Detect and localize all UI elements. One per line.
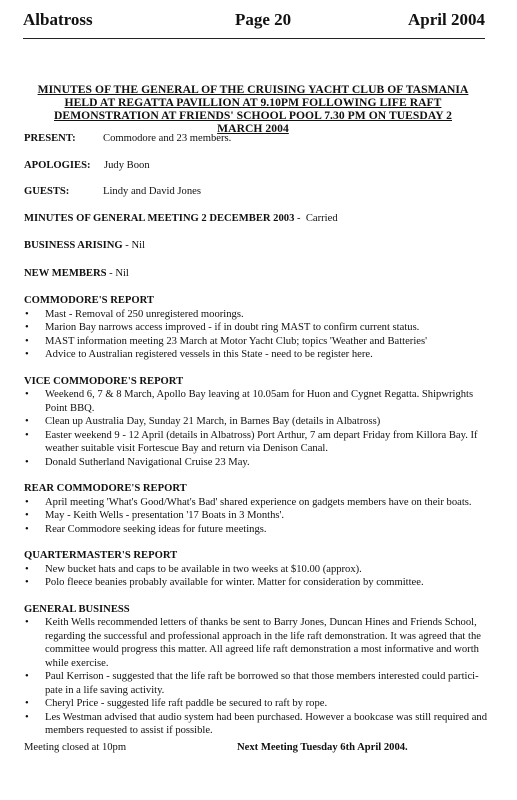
business-arising-label: BUSINESS ARISING <box>24 240 123 251</box>
list-item: • Donald Sutherland Navigational Cruise 23 May. <box>24 456 494 470</box>
quartermaster-report-heading: QUARTERMASTER'S REPORT <box>24 550 178 561</box>
page-number: Page 20 <box>235 10 292 29</box>
present-row <box>24 132 494 146</box>
meeting-closed: Meeting closed at 10pm <box>24 742 127 753</box>
business-arising <box>24 239 494 253</box>
previous-minutes-status: - Carried <box>294 212 338 224</box>
new-members-label: NEW MEMBERS <box>24 267 107 279</box>
vice-commodore-report-heading: VICE COMMODORE'S REPORT <box>24 375 184 387</box>
general-business <box>24 603 494 738</box>
list-item: • Rear Commodore seeking ideas for future meetings. <box>24 523 494 537</box>
list-item: • Weekend 6, 7 & 8 March, Apollo Bay leaving at 10.05am for Huon and Cygnet Regatta. Shipwrights Point BBQ. <box>24 388 494 415</box>
rear-commodore-report-heading: REAR COMMODORE'S REPORT <box>24 483 187 494</box>
guests-label: GUESTS: <box>24 186 70 197</box>
minutes-title: MINUTES OF THE GENERAL OF THE CRUISING YACHT CLUB OF TASMANIA HELD AT REGATTA PAVILLION AT 9.10PM FOLLOWING LIFE RAFT DEMONSTRATION AT FRIENDS' SCHOOL POOL 7.30 PM ON TUESDAY 2 MARCH 2004 <box>37 83 469 135</box>
rear-commodore-report <box>24 482 494 536</box>
quartermaster-report <box>24 549 494 590</box>
issue-date: April 2004 <box>408 10 485 29</box>
minutes-body <box>24 132 494 751</box>
general-business-heading: GENERAL BUSINESS <box>24 603 130 615</box>
list-item: • Advice to Australian registered vessels in this State - need to be register here. <box>24 348 494 362</box>
page-header <box>23 10 485 32</box>
list-item: • MAST information meeting 23 March at Motor Yacht Club; topics 'Weather and Batteries' <box>24 335 494 349</box>
present-label: PRESENT: <box>24 133 76 144</box>
list-item: • Polo fleece beanies probably available for winter. Matter for consideration by committee. <box>24 576 494 590</box>
list-item: • Keith Wells recommended letters of thanks be sent to Barry Jones, Duncan Hines and Friends School, regarding the successful and professional approach in the life raft demonstration. It was agreed that the committee would progress this matter. All agreed life raft demonstration a most informative and worth while exercise. <box>24 616 494 670</box>
guests-row <box>24 185 494 199</box>
list-item: • Marion Bay narrows access improved - if in doubt ring MAST to confirm current status. <box>24 321 494 335</box>
list-item: • Mast - Removal of 250 unregistered moorings. <box>24 308 494 322</box>
list-item: • New bucket hats and caps to be available in two weeks at $10.00 (approx). <box>24 563 494 577</box>
previous-minutes-label: MINUTES OF GENERAL MEETING 2 DECEMBER 2003 <box>24 212 295 224</box>
commodore-report-heading: COMMODORE'S REPORT <box>24 295 154 306</box>
new-members-value: - Nil <box>106 267 129 279</box>
vice-commodore-report <box>24 375 494 470</box>
apologies-label: APOLOGIES: <box>24 159 91 171</box>
apologies-row <box>24 159 494 173</box>
list-item: • May - Keith Wells - presentation '17 Boats in 3 Months'. <box>24 509 494 523</box>
header-rule <box>23 38 485 39</box>
guests-value: Lindy and David Jones <box>103 186 201 197</box>
list-item: • Paul Kerrison - suggested that the life raft be borrowed so that those members interested could partici-pate in a life saving activity. <box>24 670 494 697</box>
present-value: Commodore and 23 members. <box>103 133 232 144</box>
list-item: • Les Westman advised that audio system had been purchased. However a bookcase was still required and members requested to assist if possible. <box>24 711 494 738</box>
previous-minutes <box>24 212 494 226</box>
next-meeting: Next Meeting Tuesday 6th April 2004. <box>237 742 408 753</box>
newsletter-name: Albatross <box>23 10 93 29</box>
list-item: • Clean up Australia Day, Sunday 21 March, in Barnes Bay (details in Albatross) <box>24 415 494 429</box>
list-item: • Easter weekend 9 - 12 April (details in Albatross) Port Arthur, 7 am depart Friday from Killora Bay. If weather suitable visit Fortescue Bay and return via Denison Canal. <box>24 429 494 456</box>
list-item: • April meeting 'What's Good/What's Bad' shared experience on gadgets members have on their boats. <box>24 496 494 510</box>
new-members <box>24 267 494 281</box>
business-arising-value: - Nil <box>122 240 145 251</box>
list-item: • Cheryl Price - suggested life raft paddle be secured to raft by rope. <box>24 697 494 711</box>
apologies-value: Judy Boon <box>104 159 150 171</box>
commodore-report <box>24 294 494 362</box>
